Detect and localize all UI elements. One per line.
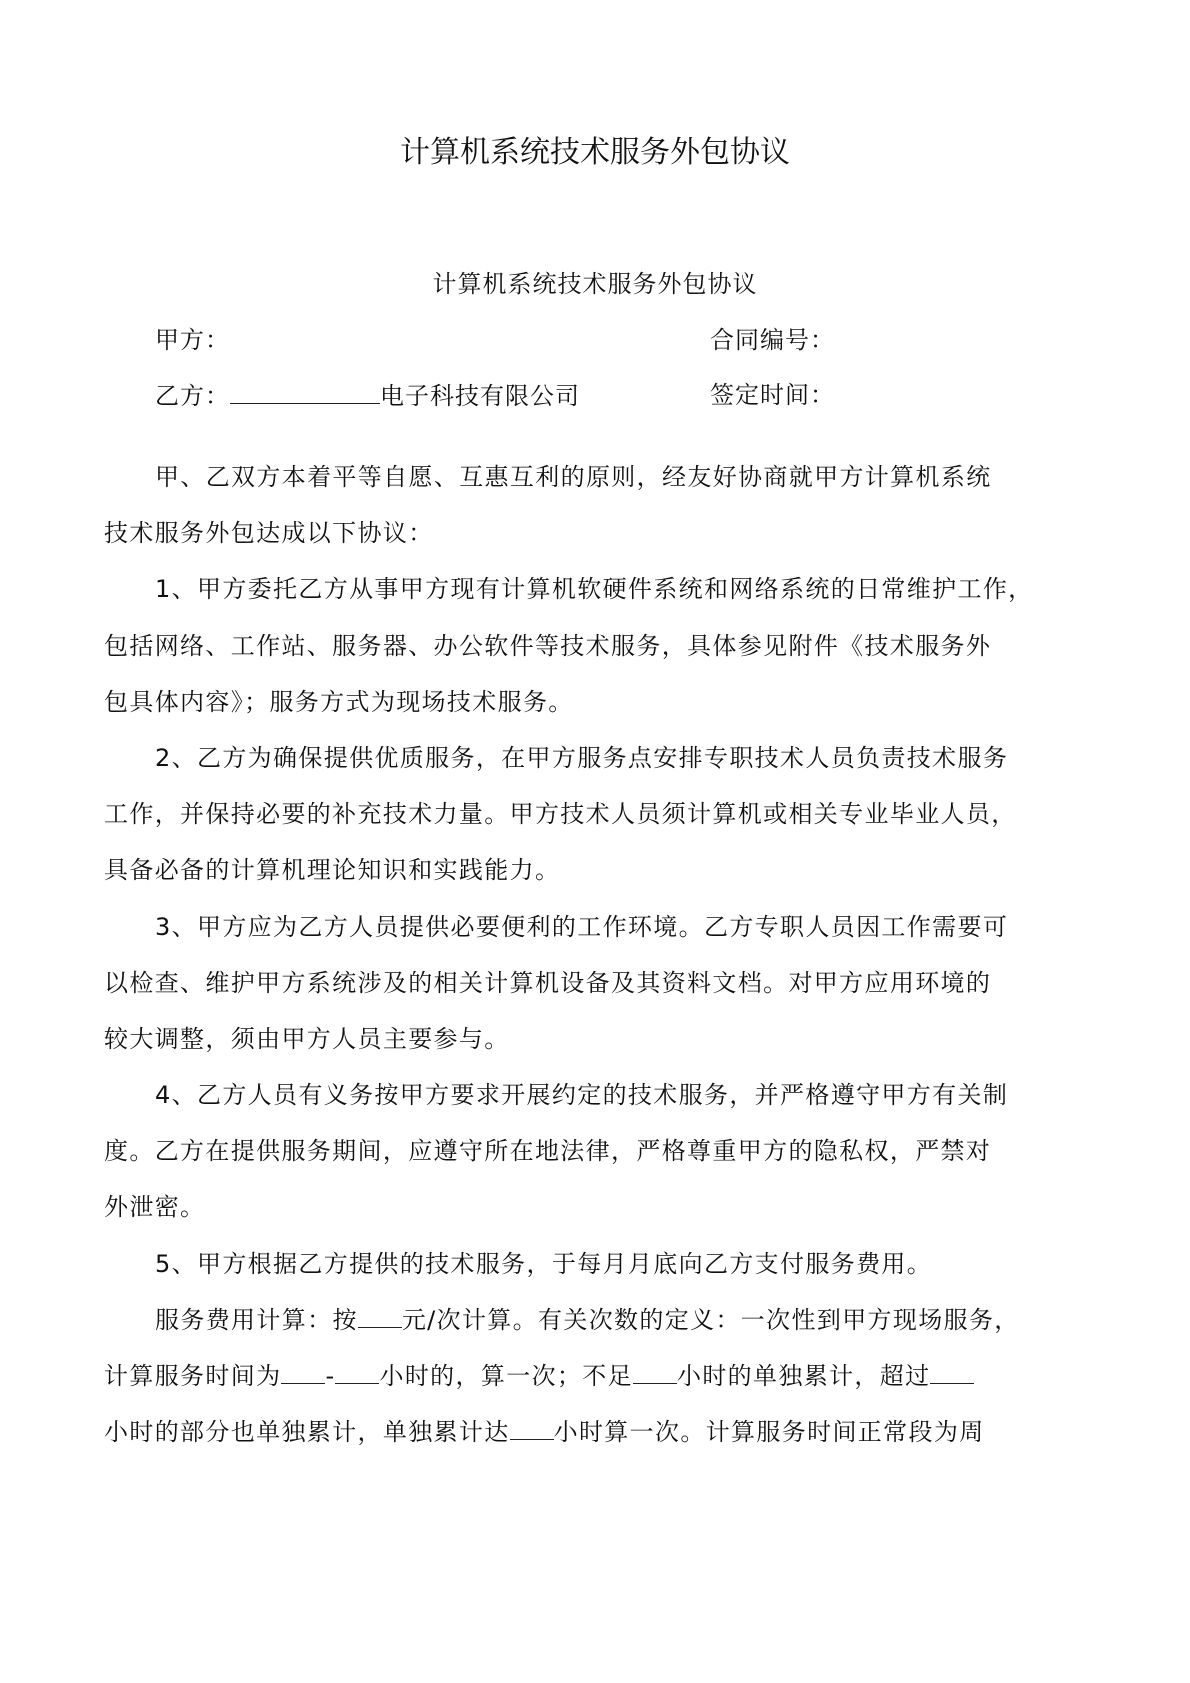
under-hours-blank — [633, 1361, 677, 1384]
paragraph-clause-1 — [104, 561, 1094, 730]
party-b-name-blank — [230, 379, 380, 404]
paragraph-line: 以检查、维护甲方系统涉及的相关计算机设备及其资料文档。对甲方应用环境的 — [104, 968, 992, 997]
document-subtitle: 计算机系统技术服务外包协议 — [432, 270, 758, 298]
paragraph-line: 甲、乙双方本着平等自愿、互惠互利的原则，经友好协商就甲方计算机系统 — [155, 463, 992, 491]
party-b-company-suffix: 电子科技有限公司 — [380, 382, 580, 410]
party-b-field — [155, 379, 580, 412]
fee-per-visit-blank — [358, 1305, 402, 1328]
contract-number-field — [710, 324, 835, 356]
paragraph-clause-5 — [104, 1236, 1094, 1292]
paragraph-line — [104, 1292, 1094, 1348]
party-b-label: 乙方： — [155, 382, 230, 410]
paragraph-line: 外泄密。 — [104, 1193, 206, 1222]
party-a-field — [155, 324, 230, 356]
paragraph-fee-calculation — [104, 1292, 1094, 1461]
paragraph-line: 5、甲方根据乙方提供的技术服务，于每月月底向乙方支付服务费用。 — [155, 1249, 933, 1278]
paragraph-line: 3、甲方应为乙方人员提供必要便利的工作环境。乙方专职人员因工作需要可 — [155, 912, 1009, 941]
fee-text: 小时的，算一次；不足 — [379, 1362, 633, 1390]
paragraph-line: 工作，并保持必要的补充技术力量。甲方技术人员须计算机或相关专业毕业人员， — [104, 800, 1017, 829]
document-body — [104, 449, 1094, 1460]
fee-text: 小时的部分也单独累计，单独累计达 — [104, 1418, 510, 1447]
service-hours-min-blank — [281, 1361, 325, 1384]
paragraph-line: 度。乙方在提供服务期间，应遵守所在地法律，严格尊重甲方的隐私权，严禁对 — [104, 1137, 992, 1166]
cumulative-hours-blank — [510, 1417, 554, 1440]
paragraph-preamble — [104, 449, 1094, 561]
paragraph-line: 4、乙方人员有义务按甲方要求开展约定的技术服务，并严格遵守甲方有关制 — [155, 1081, 1009, 1110]
header-row-party-b — [0, 379, 1190, 411]
fee-text: 元/次计算。有关次数的定义：一次性到甲方现场服务， — [401, 1305, 1020, 1334]
service-hours-max-blank — [335, 1361, 379, 1384]
header-row-party-a — [0, 324, 1190, 356]
paragraph-clause-3 — [104, 899, 1094, 1068]
paragraph-clause-2 — [104, 730, 1094, 899]
fee-text: 计算服务时间为 — [104, 1362, 282, 1390]
contract-number-label: 合同编号： — [710, 326, 835, 354]
paragraph-line: 包括网络、工作站、服务器、办公软件等技术服务，具体参见附件《技术服务外 — [104, 631, 992, 660]
paragraph-clause-4 — [104, 1067, 1094, 1236]
paragraph-line: 2、乙方为确保提供优质服务，在甲方服务点安排专职技术人员负责技术服务 — [155, 743, 1009, 772]
paragraph-line: 较大调整，须由甲方人员主要参与。 — [104, 1024, 510, 1053]
fee-text: 服务费用计算：按 — [155, 1305, 358, 1334]
paragraph-line: 1、甲方委托乙方从事甲方现有计算机软硬件系统和网络系统的日常维护工作， — [155, 575, 1034, 604]
party-a-label: 甲方： — [155, 326, 230, 354]
sign-date-field — [710, 379, 835, 411]
paragraph-line — [104, 1404, 1094, 1460]
over-hours-blank — [930, 1361, 974, 1384]
document-title: 计算机系统技术服务外包协议 — [400, 135, 790, 170]
paragraph-line — [104, 1348, 1094, 1404]
fee-text: - — [325, 1362, 336, 1390]
paragraph-line: 包具体内容》；服务方式为现场技术服务。 — [104, 687, 574, 716]
fee-text: 小时的单独累计，超过 — [676, 1362, 931, 1390]
paragraph-line: 技术服务外包达成以下协议： — [104, 519, 434, 548]
fee-text: 小时算一次。计算服务时间正常段为周 — [553, 1418, 985, 1447]
paragraph-line: 具备必备的计算机理论知识和实践能力。 — [104, 856, 561, 885]
sign-date-label: 签定时间： — [710, 381, 835, 409]
